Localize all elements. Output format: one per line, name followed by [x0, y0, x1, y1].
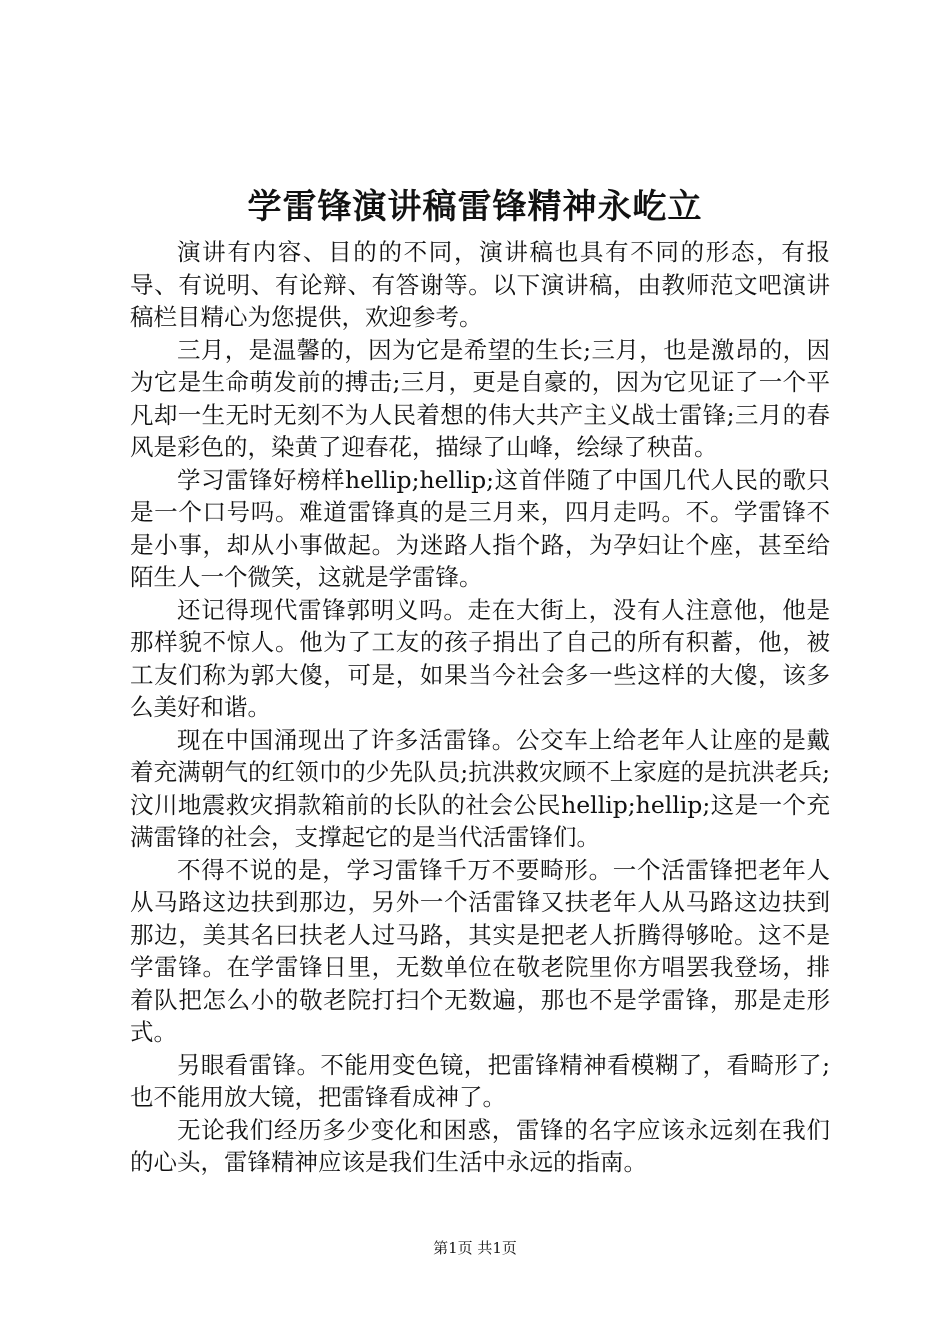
paragraph-2: 三月，是温馨的，因为它是希望的生长;三月，也是激昂的，因为它是生命萌发前的搏击;三月，更是自豪的，因为它见证了一个平凡却一生无时无刻不为人民着想的伟大共产主义战士雷锋;三月的春风是彩色的，染黄了迎春花，描绿了山峰，绘绿了秧苗。: [130, 335, 830, 461]
paragraph-4: 还记得现代雷锋郭明义吗。走在大街上，没有人注意他，他是那样貌不惊人。他为了工友的孩子捐出了自己的所有积蓄，他，被工友们称为郭大傻，可是，如果当今社会多一些这样的大傻，该多么美好和谐。: [130, 595, 830, 721]
page-title: 学雷锋演讲稿雷锋精神永屹立: [247, 187, 703, 227]
paragraph-7: 另眼看雷锋。不能用变色镜，把雷锋精神看模糊了，看畸形了;也不能用放大镜，把雷锋看成神了。: [130, 1050, 830, 1111]
paragraph-1: 演讲有内容、目的的不同，演讲稿也具有不同的形态，有报导、有说明、有论辩、有答谢等。以下演讲稿，由教师范文吧演讲稿栏目精心为您提供，欢迎参考。: [130, 238, 830, 331]
page-footer: 第1页 共1页: [433, 1239, 517, 1257]
paragraph-5: 现在中国涌现出了许多活雷锋。公交车上给老年人让座的是戴着充满朝气的红领巾的少先队员;抗洪救灾顾不上家庭的是抗洪老兵;汶川地震救灾捐款箱前的长队的社会公民hellip;hellip;这是一个充满雷锋的社会，支撑起它的是当代活雷锋们。: [130, 725, 830, 851]
paragraph-3: 学习雷锋好榜样hellip;hellip;这首伴随了中国几代人民的歌只是一个口号吗。难道雷锋真的是三月来，四月走吗。不。学雷锋不是小事，却从小事做起。为迷路人指个路，为孕妇让个座，甚至给陌生人一个微笑，这就是学雷锋。: [130, 465, 830, 591]
document-body: [130, 236, 830, 1179]
paragraph-6: 不得不说的是，学习雷锋千万不要畸形。一个活雷锋把老年人从马路这边扶到那边，另外一个活雷锋又扶老年人从马路这边扶到那边，美其名曰扶老人过马路，其实是把老人折腾得够呛。这不是学雷锋。在学雷锋日里，无数单位在敬老院里你方唱罢我登场，排着队把怎么小的敬老院打扫个无数遍，那也不是学雷锋，那是走形式。: [130, 855, 830, 1046]
paragraph-8: 无论我们经历多少变化和困惑，雷锋的名字应该永远刻在我们的心头，雷锋精神应该是我们生活中永远的指南。: [130, 1115, 830, 1176]
